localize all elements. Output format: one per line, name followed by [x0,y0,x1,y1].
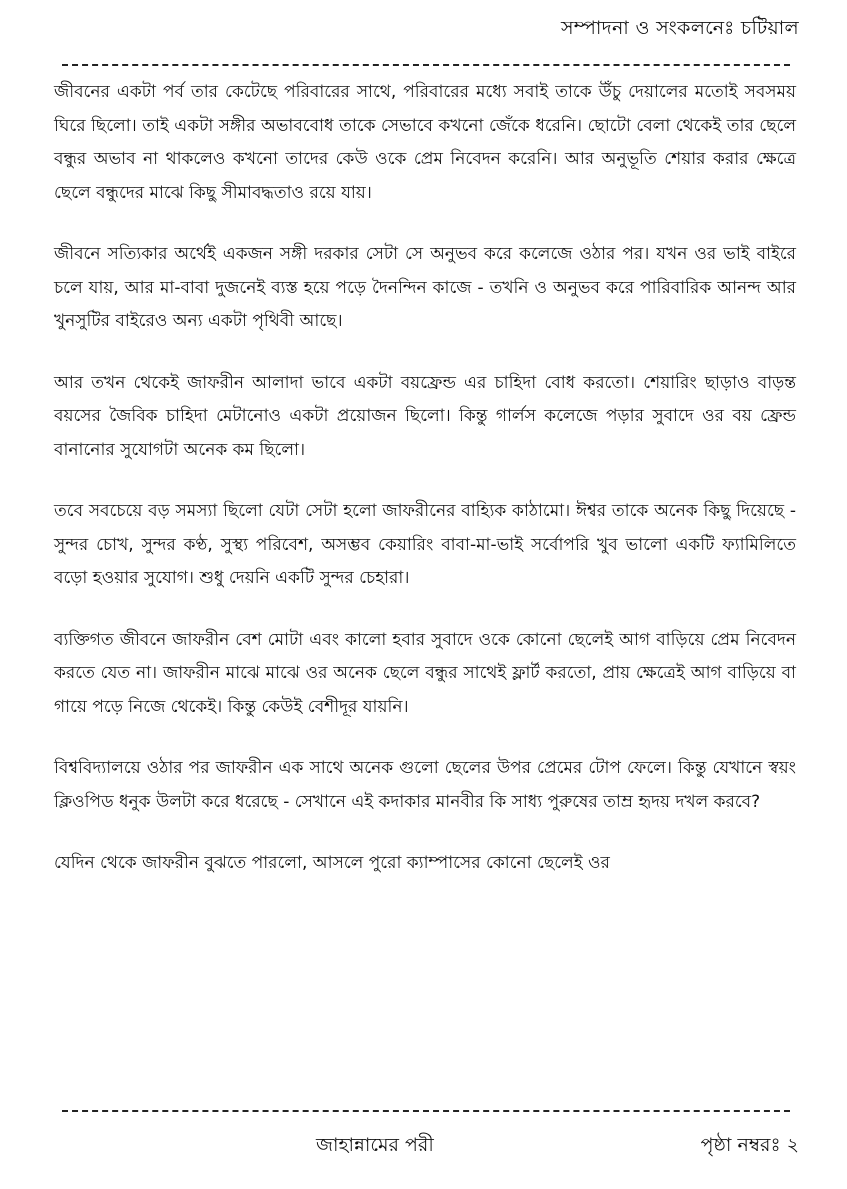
footer-book-title: জাহান্নামের পরী [316,1134,434,1156]
paragraph-3: আর তখন থেকেই জাফরীন আলাদা ভাবে একটা বয়ফ্রেন্ড এর চাহিদা বোধ করতো। শেয়ারিং ছাড়াও বাড়ন্ত বয়সের জৈবিক চাহিদা মেটানোও একটা প্রয়োজন ছিলো। কিন্তু গার্লস কলেজে পড়ার সুবাদে ওর বয় ফ্রেন্ড বানানোর সুযোগটা অনেক কম ছিলো। [54,372,796,460]
body-text [54,76,796,909]
editor-credit-header: সম্পাদনা ও সংকলনেঃ চটিয়াল [561,17,799,39]
footer-page-number: পৃষ্ঠা নম্বরঃ ২ [700,1134,799,1156]
paragraph-5: ব্যক্তিগত জীবনে জাফরীন বেশ মোটা এবং কালো হবার সুবাদে ওকে কোনো ছেলেই আগ বাড়িয়ে প্রেম নিবেদন করতে যেত না। জাফরীন মাঝে মাঝে ওর অনেক ছেলে বন্ধুর সাথেই ফ্লার্ট করতো, প্রায় ক্ষেত্রেই আগ বাড়িয়ে বা গায়ে পড়ে নিজে থেকেই। কিন্তু কেউই বেশীদূর যায়নি। [54,629,796,717]
paragraph-2: জীবনে সত্যিকার অর্থেই একজন সঙ্গী দরকার সেটা সে অনুভব করে কলেজে ওঠার পর। যখন ওর ভাই বাইরে চলে যায়, আর মা-বাবা দুজনেই ব্যস্ত হয়ে পড়ে দৈনন্দিন কাজে - তখনি ও অনুভব করে পারিবারিক আনন্দ আর খুনসুটির বাইরেও অন্য একটা পৃথিবী আছে। [54,244,796,331]
paragraph-7: যেদিন থেকে জাফরীন বুঝতে পারলো, আসলে পুরো ক্যাম্পাসের কোনো ছেলেই ওর [54,853,610,873]
header-dashed-divider [62,64,790,66]
paragraph-6: বিশ্ববিদ্যালয়ে ওঠার পর জাফরীন এক সাথে অনেক গুলো ছেলের উপর প্রেমের টোপ ফেলে। কিন্তু যেখানে স্বয়ং ক্লিওপিড ধনুক উলটা করে ধরেছে - সেখানে এই কদাকার মানবীর কি সাধ্য পুরুষের তাম্র হৃদয় দখল করবে? [54,758,796,812]
paragraph-1: জীবনের একটা পর্ব তার কেটেছে পরিবারের সাথে, পরিবারের মধ্যে সবাই তাকে উঁচু দেয়ালের মতোই সবসময় ঘিরে ছিলো। তাই একটা সঙ্গীর অভাববোধ তাকে সেভাবে কখনো জেঁকে ধরেনি। ছোটো বেলা থেকেই তার ছেলে বন্ধুর অভাব না থাকলেও কখনো তাদের কেউ ওকে প্রেম নিবেদন করেনি। আর অনুভূতি শেয়ার করার ক্ষেত্রে ছেলে বন্ধুদের মাঝে কিছু সীমাবদ্ধতাও রয়ে যায়। [54,82,796,203]
footer-dashed-divider [62,1110,790,1112]
paragraph-4: তবে সবচেয়ে বড় সমস্যা ছিলো যেটা সেটা হলো জাফরীনের বাহ্যিক কাঠামো। ঈশ্বর তাকে অনেক কিছু দিয়েছে - সুন্দর চোখ, সুন্দর কণ্ঠ, সুস্থ্য পরিবেশ, অসম্ভব কেয়ারিং বাবা-মা-ভাই সর্বোপরি খুব ভালো একটি ফ্যামিলিতে বড়ো হওয়ার সুযোগ। শুধু দেয়নি একটি সুন্দর চেহারা। [54,501,796,588]
